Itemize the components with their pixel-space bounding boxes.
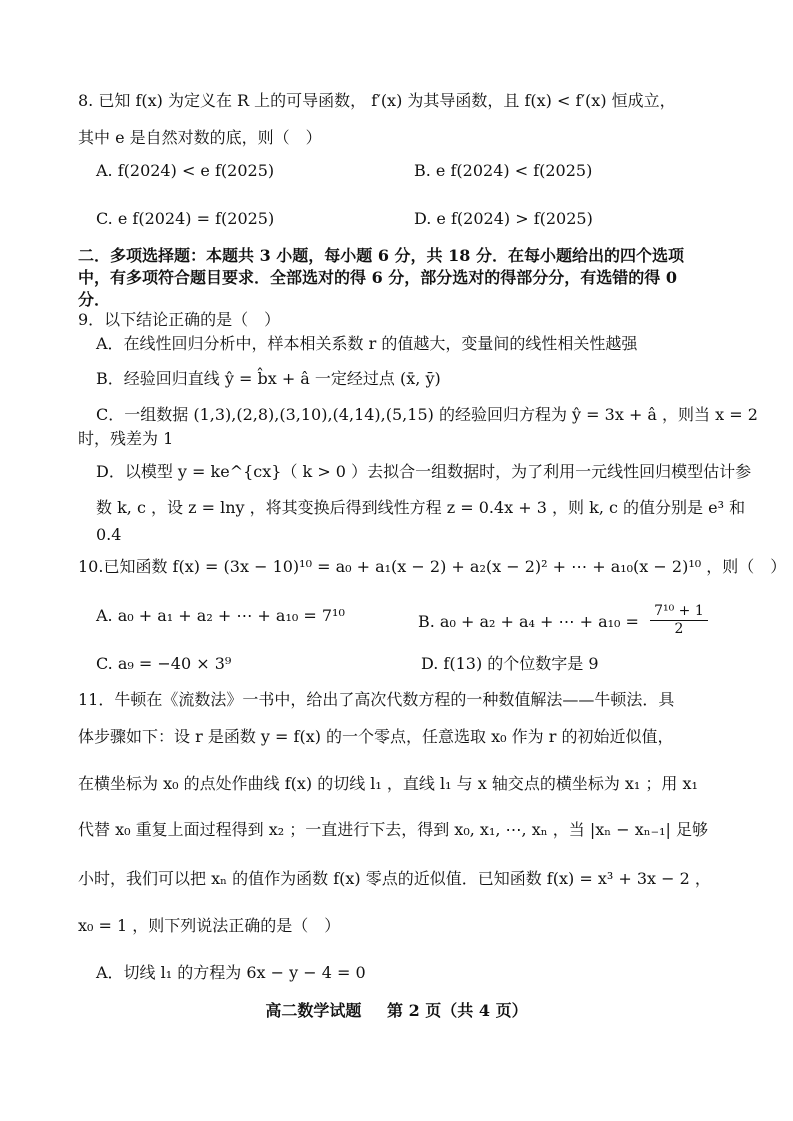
q11-stem-line4: 代替 x₀ 重复上面过程得到 x₂ ；一直进行下去，得到 x₀, x₁, ⋯, xₙ ，当 |xₙ − xₙ₋₁| 足够 <box>78 820 709 839</box>
q9-option-d-line1: D．以模型 y = ke^{cx}（ k > 0 ）去拟合一组数据时，为了利用一元线性回归模型估计参 <box>96 462 752 481</box>
q10-option-c: C. a₉ = −40 × 3⁹ <box>96 654 232 673</box>
page-footer <box>0 998 793 1021</box>
q9-option-d-line3: 0.4 <box>96 525 122 544</box>
q10-option-b-lhs: B. a₀ + a₂ + a₄ + ⋯ + a₁₀ = <box>418 612 639 631</box>
footer-subject: 高二数学试题 <box>265 1001 362 1020</box>
q10-option-a: A. a₀ + a₁ + a₂ + ⋯ + a₁₀ = 7¹⁰ <box>96 606 345 625</box>
q11-option-a: A．切线 l₁ 的方程为 6x − y − 4 = 0 <box>96 963 366 982</box>
section2-line1: 二．多项选择题：本题共 3 小题，每小题 6 分，共 18 分．在每小题给出的四个选项 <box>78 246 684 265</box>
q8-stem-line2: 其中 e 是自然对数的底，则（ ） <box>78 128 322 147</box>
q11-stem-line2: 体步骤如下：设 r 是函数 y = f(x) 的一个零点，任意选取 x₀ 作为 r 的初始近似值， <box>78 727 674 746</box>
q11-stem-line5: 小时，我们可以把 xₙ 的值作为函数 f(x) 零点的近似值．已知函数 f(x) = x³ + 3x − 2 ， <box>78 869 711 888</box>
q9-stem: 9．以下结论正确的是（ ） <box>78 310 281 329</box>
q10-option-d: D. f(13) 的个位数字是 9 <box>421 654 599 673</box>
q10-stem: 10.已知函数 f(x) = (3x − 10)¹⁰ = a₀ + a₁(x − 2) + a₂(x − 2)² + ⋯ + a₁₀(x − 2)¹⁰ ，则（ ） <box>78 557 787 576</box>
q10-option-b-denominator: 2 <box>674 621 684 637</box>
q9-option-b: B．经验回归直线 ŷ = b̂x + â 一定经过点 (x̄, ȳ) <box>96 369 441 388</box>
q8-option-d: D. e f(2024) > f(2025) <box>414 209 593 228</box>
q11-stem-line6: x₀ = 1 ，则下列说法正确的是（ ） <box>78 916 341 935</box>
section2-line3: 分． <box>78 290 111 309</box>
q9-option-c-line1: C．一组数据 (1,3),(2,8),(3,10),(4,14),(5,15) 的经验回归方程为 ŷ = 3x + â ，则当 x = 2 <box>96 405 758 424</box>
footer-page-number: 第 2 页（共 4 页） <box>387 1001 528 1020</box>
q10-option-b-fraction <box>650 603 708 638</box>
q8-option-c: C. e f(2024) = f(2025) <box>96 209 275 228</box>
q8-stem-line1: 8. 已知 f(x) 为定义在 R 上的可导函数， f′(x) 为其导函数，且 f(x) < f′(x) 恒成立， <box>78 91 676 110</box>
q9-option-a: A．在线性回归分析中，样本相关系数 r 的值越大，变量间的线性相关性越强 <box>96 334 638 353</box>
q9-option-c-line2: 时，残差为 1 <box>78 429 174 448</box>
q9-option-d-line2: 数 k, c ，设 z = lny ，将其变换后得到线性方程 z = 0.4x + 3 ，则 k, c 的值分别是 e³ 和 <box>96 498 746 517</box>
q10-option-b <box>418 605 708 640</box>
q10-option-b-numerator: 7¹⁰ + 1 <box>650 603 708 621</box>
q8-option-b: B. e f(2024) < f(2025) <box>414 161 593 180</box>
q8-option-a: A. f(2024) < e f(2025) <box>96 161 275 180</box>
q11-stem-line3: 在横坐标为 x₀ 的点处作曲线 f(x) 的切线 l₁ ，直线 l₁ 与 x 轴交点的横坐标为 x₁ ；用 x₁ <box>78 774 698 793</box>
section2-line2: 中，有多项符合题目要求．全部选对的得 6 分，部分选对的得部分分，有选错的得 0 <box>78 268 677 287</box>
q11-stem-line1: 11．牛顿在《流数法》一书中，给出了高次代数方程的一种数值解法——牛顿法．具 <box>78 690 675 709</box>
